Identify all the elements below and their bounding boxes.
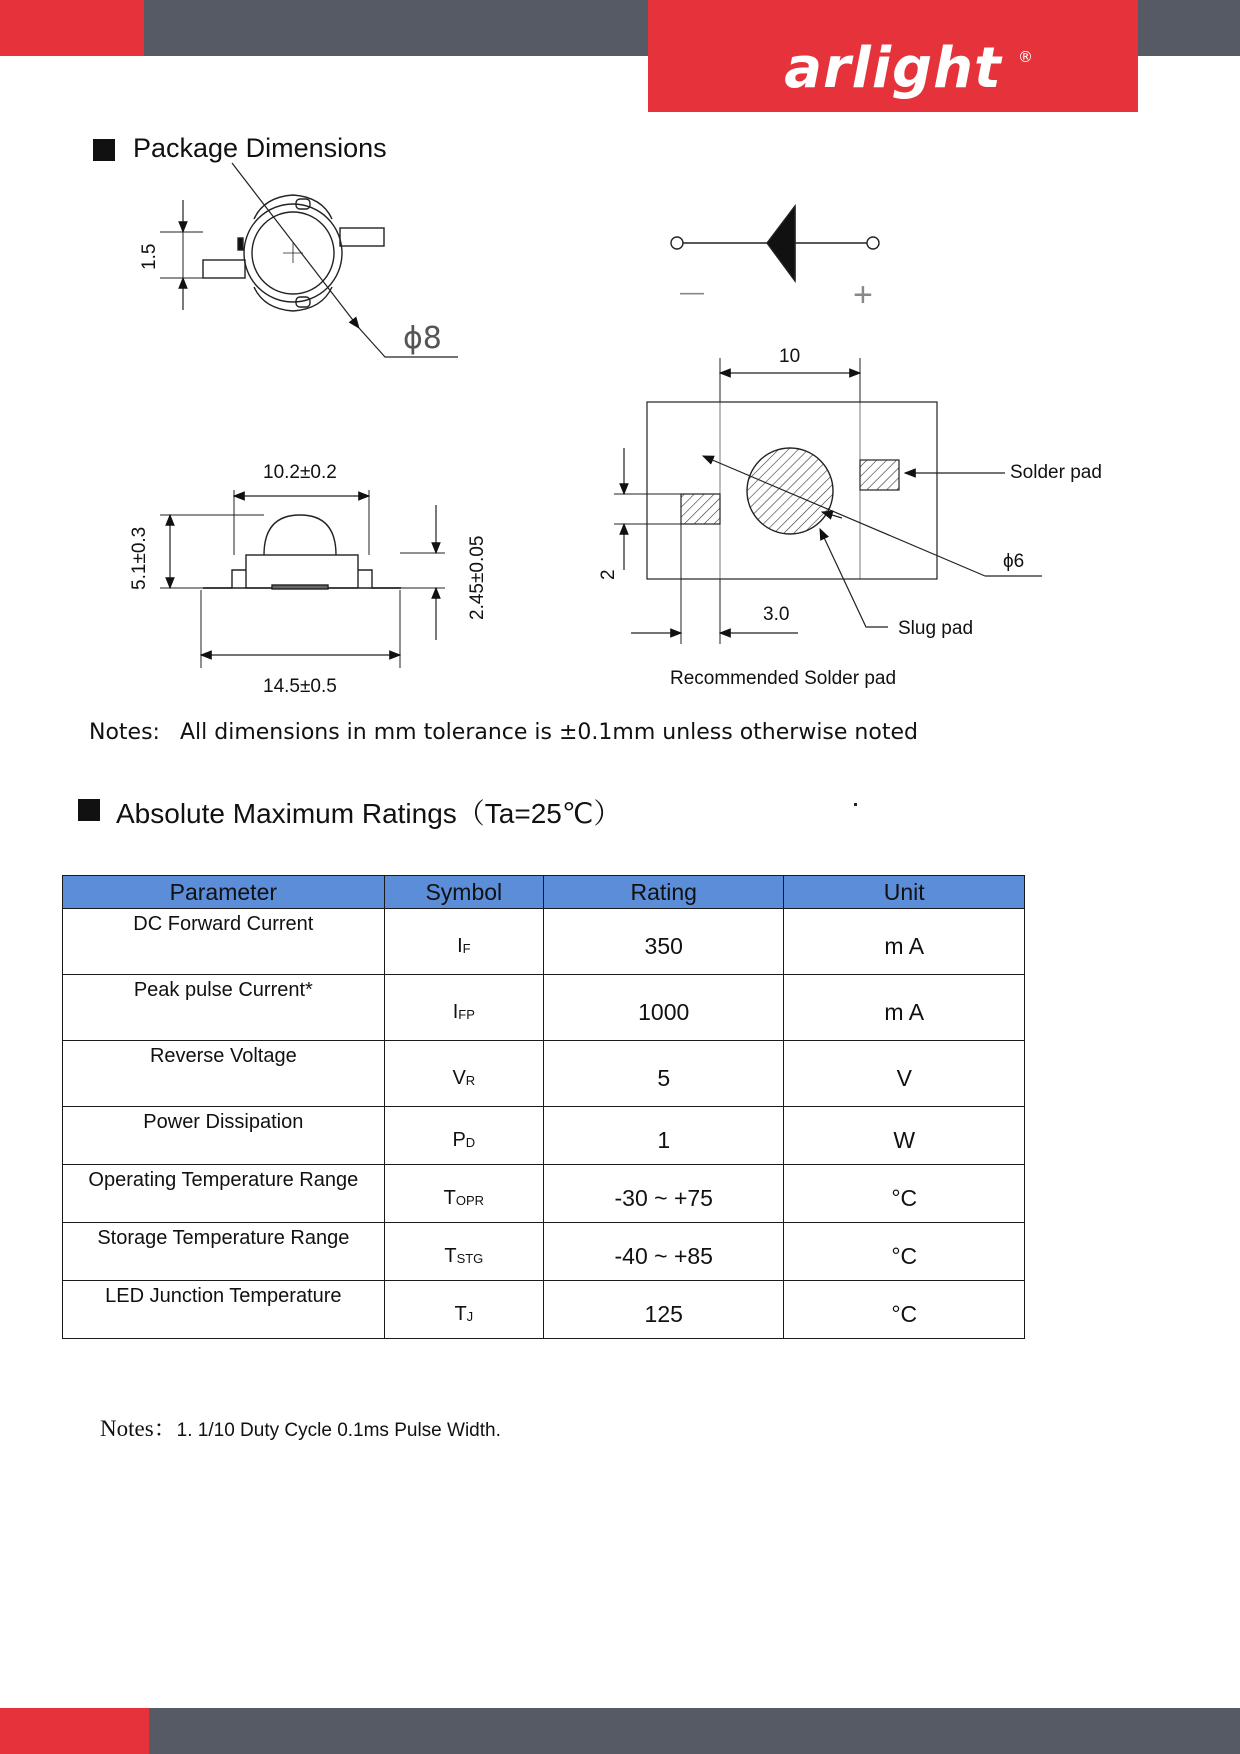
unit-cell: m A xyxy=(784,975,1025,1041)
dimension-notes xyxy=(89,720,918,745)
header-unit: Unit xyxy=(784,876,1025,909)
ratings-notes-text: 1. 1/10 Duty Cycle 0.1ms Pulse Width. xyxy=(176,1420,501,1441)
table-row xyxy=(63,1223,1025,1281)
table-header-row xyxy=(63,876,1025,909)
unit-cell: °C xyxy=(784,1223,1025,1281)
dim-diameter-8: ϕ8 xyxy=(403,321,442,356)
solder-pad-label: Solder pad xyxy=(1010,462,1102,483)
dim-base-height: 2.45±0.05 xyxy=(467,535,488,620)
rating-cell: 125 xyxy=(543,1281,784,1339)
symbol-cell: $V_R$ xyxy=(384,1041,543,1107)
dim-length: 14.5±0.5 xyxy=(263,676,337,697)
rating-cell: 5 xyxy=(543,1041,784,1107)
param-cell: Reverse Voltage xyxy=(63,1041,385,1107)
ratings-title: Absolute Maximum Ratings（Ta=25℃） xyxy=(116,798,622,829)
rating-cell: 350 xyxy=(543,909,784,975)
symbol-cell: $T_{OPR}$ xyxy=(384,1165,543,1223)
dim-lead-height: 1.5 xyxy=(139,243,160,270)
stray-dot xyxy=(854,803,857,806)
symbol-cell: $T_{STG}$ xyxy=(384,1223,543,1281)
diode-symbol xyxy=(671,206,879,281)
footer-red-band xyxy=(0,1708,149,1754)
header-parameter: Parameter xyxy=(63,876,385,909)
unit-cell: °C xyxy=(784,1281,1025,1339)
table-row xyxy=(63,909,1025,975)
unit-cell: V xyxy=(784,1041,1025,1107)
table-row xyxy=(63,975,1025,1041)
symbol-cell: $I_{FP}$ xyxy=(384,975,543,1041)
symbol-cell: $T_J$ xyxy=(384,1281,543,1339)
solder-pad-drawing xyxy=(614,358,1042,644)
ratings-bullet xyxy=(78,799,100,821)
param-cell: Operating Temperature Range xyxy=(63,1165,385,1223)
unit-cell: m A xyxy=(784,909,1025,975)
rating-cell: 1 xyxy=(543,1107,784,1165)
rating-cell: -30 ~ +75 xyxy=(543,1165,784,1223)
dim-lens-width: 10.2±0.2 xyxy=(263,462,337,483)
table-row xyxy=(63,1041,1025,1107)
param-cell: Power Dissipation xyxy=(63,1107,385,1165)
header-symbol: Symbol xyxy=(384,876,543,909)
param-cell: Peak pulse Current* xyxy=(63,975,385,1041)
package-drawing xyxy=(0,0,1240,720)
dim-pad-offset: 3.0 xyxy=(763,604,790,625)
symbol-cell: $I_F$ xyxy=(384,909,543,975)
registered-mark: ® xyxy=(1018,48,1033,66)
package-dimensions-title: Package Dimensions xyxy=(133,133,387,163)
param-cell: Storage Temperature Range xyxy=(63,1223,385,1281)
dim-slug-diameter: ϕ6 xyxy=(1003,551,1025,572)
param-cell: DC Forward Current xyxy=(63,909,385,975)
slug-pad-label: Slug pad xyxy=(898,618,974,639)
ratings-notes-label: Notes： xyxy=(100,1416,177,1441)
brand-logo: arlight xyxy=(784,36,1002,101)
param-cell: LED Junction Temperature xyxy=(63,1281,385,1339)
solder-pad-caption: Recommended Solder pad xyxy=(670,668,897,689)
header-rating: Rating xyxy=(543,876,784,909)
dim-pad-width: 10 xyxy=(779,346,801,367)
side-view xyxy=(160,490,445,668)
rating-cell: -40 ~ +85 xyxy=(543,1223,784,1281)
dim-height: 5.1±0.3 xyxy=(129,526,150,590)
table-row xyxy=(63,1107,1025,1165)
table-row xyxy=(63,1165,1025,1223)
dim-pad-height: 2 xyxy=(598,569,619,580)
dimension-notes-label: Notes: xyxy=(89,720,160,745)
symbol-cell: $P_D$ xyxy=(384,1107,543,1165)
diode-plus: + xyxy=(853,276,873,314)
ratings-table xyxy=(62,875,1025,1339)
dimension-notes-text: All dimensions in mm tolerance is ±0.1mm unless otherwise noted xyxy=(180,720,918,745)
unit-cell: °C xyxy=(784,1165,1025,1223)
table-row xyxy=(63,1281,1025,1339)
rating-cell: 1000 xyxy=(543,975,784,1041)
unit-cell: W xyxy=(784,1107,1025,1165)
ratings-notes xyxy=(100,1410,501,1443)
diode-minus: — xyxy=(680,279,704,306)
footer-gray-band xyxy=(149,1708,1240,1754)
